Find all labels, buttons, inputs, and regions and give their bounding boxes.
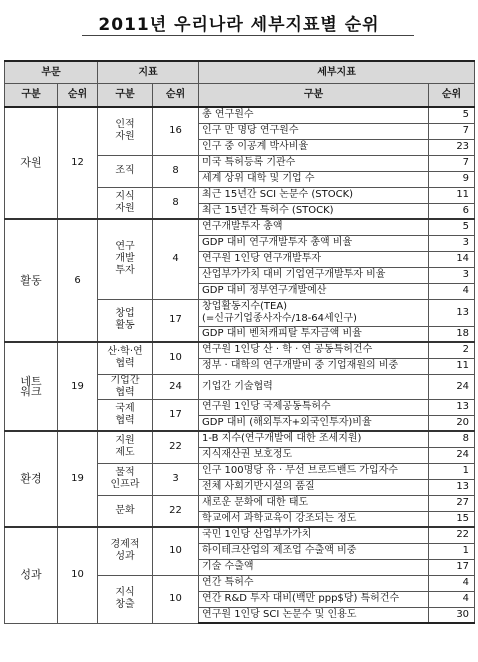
indicator-name: 기업간 협력: [98, 374, 153, 399]
detail-rank: 13: [429, 479, 475, 495]
detail-label: 최근 15년간 SCI 논문수 (STOCK): [199, 187, 429, 203]
detail-label: 1-B 지수(연구개발에 대한 조세지원): [199, 431, 429, 447]
indicator-name: 국제 협력: [98, 399, 153, 431]
sector-name: 성과: [5, 527, 58, 623]
ranking-table: [4, 60, 475, 624]
sector-rank: 6: [58, 219, 98, 342]
detail-label: 인구 100명당 유 · 무선 브로드밴드 가입자수: [199, 463, 429, 479]
detail-rank: 7: [429, 123, 475, 139]
sector-rank: 12: [58, 107, 98, 219]
header-detail-division: 구분: [199, 84, 429, 108]
indicator-rank: 22: [153, 495, 199, 527]
header-row-top: [5, 61, 475, 84]
header-detail: 세부지표: [199, 61, 475, 84]
indicator-name: 창업 활동: [98, 299, 153, 342]
sector-name: 네트 워크: [5, 342, 58, 431]
detail-label: 총 연구원수: [199, 107, 429, 123]
detail-rank: 5: [429, 219, 475, 235]
indicator-name: 물적 인프라: [98, 463, 153, 495]
indicator-name: 문화: [98, 495, 153, 527]
indicator-name: 지원 제도: [98, 431, 153, 463]
detail-label: 하이테크산업의 제조업 수출액 비중: [199, 543, 429, 559]
indicator-rank: 4: [153, 219, 199, 299]
detail-label: 연구개발투자 총액: [199, 219, 429, 235]
header-row-bottom: [5, 84, 475, 108]
sector-rank: 19: [58, 431, 98, 527]
detail-label: 인구 중 이공계 박사비율: [199, 139, 429, 155]
sector-name: 활동: [5, 219, 58, 342]
table-body: [5, 107, 475, 623]
detail-rank: 15: [429, 511, 475, 527]
detail-rank: 4: [429, 575, 475, 591]
indicator-name: 지식 창출: [98, 575, 153, 623]
indicator-rank: 10: [153, 342, 199, 374]
detail-label: 기술 수출액: [199, 559, 429, 575]
detail-rank: 9: [429, 171, 475, 187]
detail-rank: 22: [429, 527, 475, 543]
indicator-name: 경제적 성과: [98, 527, 153, 575]
detail-label: 산업부가가치 대비 기업연구개발투자 비율: [199, 267, 429, 283]
detail-rank: 14: [429, 251, 475, 267]
header-sector-rank: 순위: [58, 84, 98, 108]
header-indicator-division: 구분: [98, 84, 153, 108]
detail-label: 연간 특허수: [199, 575, 429, 591]
detail-label: GDP 대비 벤처캐피탈 투자금액 비율: [199, 326, 429, 342]
indicator-rank: 16: [153, 107, 199, 155]
detail-rank: 3: [429, 267, 475, 283]
header-indicator: 지표: [98, 61, 199, 84]
detail-rank: 11: [429, 358, 475, 374]
detail-rank: 27: [429, 495, 475, 511]
indicator-rank: 17: [153, 299, 199, 342]
detail-rank: 1: [429, 463, 475, 479]
table-row: [5, 107, 475, 123]
detail-label: GDP 대비 (해외투자+외국인투자)비율: [199, 415, 429, 431]
detail-rank: 24: [429, 447, 475, 463]
table-row: [5, 431, 475, 447]
indicator-rank: 10: [153, 575, 199, 623]
header-sector: 부문: [5, 61, 98, 84]
indicator-rank: 10: [153, 527, 199, 575]
indicator-rank: 24: [153, 374, 199, 399]
detail-label: 기업간 기술협력: [199, 374, 429, 399]
detail-rank: 13: [429, 399, 475, 415]
detail-rank: 30: [429, 607, 475, 623]
header-sector-division: 구분: [5, 84, 58, 108]
detail-label: 인구 만 명당 연구원수: [199, 123, 429, 139]
detail-rank: 2: [429, 342, 475, 358]
header-detail-rank: 순위: [429, 84, 475, 108]
detail-label: 세계 상위 대학 및 기업 수: [199, 171, 429, 187]
indicator-name: 산·학·연 협력: [98, 342, 153, 374]
detail-label: 지식재산권 보호정도: [199, 447, 429, 463]
detail-label: 창업활동지수(TEA) (=신규기업종사자수/18-64세인구): [199, 299, 429, 326]
detail-label: 연구원 1인당 국제공동특허수: [199, 399, 429, 415]
indicator-name: 지식 자원: [98, 187, 153, 219]
detail-rank: 4: [429, 283, 475, 299]
detail-rank: 8: [429, 431, 475, 447]
indicator-name: 조직: [98, 155, 153, 187]
table-row: [5, 342, 475, 358]
indicator-name: 인적 자원: [98, 107, 153, 155]
detail-label: 전체 사회기반시설의 품질: [199, 479, 429, 495]
header-indicator-rank: 순위: [153, 84, 199, 108]
detail-label: 정부 · 대학의 연구개발비 중 기업재원의 비중: [199, 358, 429, 374]
indicator-rank: 8: [153, 155, 199, 187]
indicator-rank: 8: [153, 187, 199, 219]
sector-rank: 10: [58, 527, 98, 623]
detail-rank: 17: [429, 559, 475, 575]
detail-rank: 24: [429, 374, 475, 399]
detail-rank: 3: [429, 235, 475, 251]
table-row: [5, 219, 475, 235]
detail-rank: 13: [429, 299, 475, 326]
sector-name: 환경: [5, 431, 58, 527]
detail-rank: 4: [429, 591, 475, 607]
detail-rank: 23: [429, 139, 475, 155]
indicator-rank: 3: [153, 463, 199, 495]
detail-rank: 20: [429, 415, 475, 431]
title-underline: [82, 35, 414, 36]
indicator-rank: 17: [153, 399, 199, 431]
detail-label: 연간 R&D 투자 대비(백만 ppp$당) 특허건수: [199, 591, 429, 607]
detail-rank: 1: [429, 543, 475, 559]
detail-rank: 6: [429, 203, 475, 219]
detail-label: 연구원 1인당 SCI 논문수 및 인용도: [199, 607, 429, 623]
sector-rank: 19: [58, 342, 98, 431]
sector-name: 자원: [5, 107, 58, 219]
detail-rank: 18: [429, 326, 475, 342]
detail-rank: 5: [429, 107, 475, 123]
detail-rank: 11: [429, 187, 475, 203]
detail-label: 최근 15년간 특허수 (STOCK): [199, 203, 429, 219]
indicator-name: 연구 개발 투자: [98, 219, 153, 299]
page-title: 2011년 우리나라 세부지표별 순위: [98, 15, 380, 35]
indicator-rank: 22: [153, 431, 199, 463]
detail-label: 미국 특허등록 기관수: [199, 155, 429, 171]
detail-label: 국민 1인당 산업부가가치: [199, 527, 429, 543]
detail-rank: 7: [429, 155, 475, 171]
detail-label: 연구원 1인당 산 · 학 · 연 공동특허건수: [199, 342, 429, 358]
detail-label: GDP 대비 정부연구개발예산: [199, 283, 429, 299]
detail-label: 연구원 1인당 연구개발투자: [199, 251, 429, 267]
detail-label: 학교에서 과학교육이 강조되는 정도: [199, 511, 429, 527]
detail-label: 새로운 문화에 대한 태도: [199, 495, 429, 511]
table-row: [5, 527, 475, 543]
detail-label: GDP 대비 연구개발투자 총액 비율: [199, 235, 429, 251]
